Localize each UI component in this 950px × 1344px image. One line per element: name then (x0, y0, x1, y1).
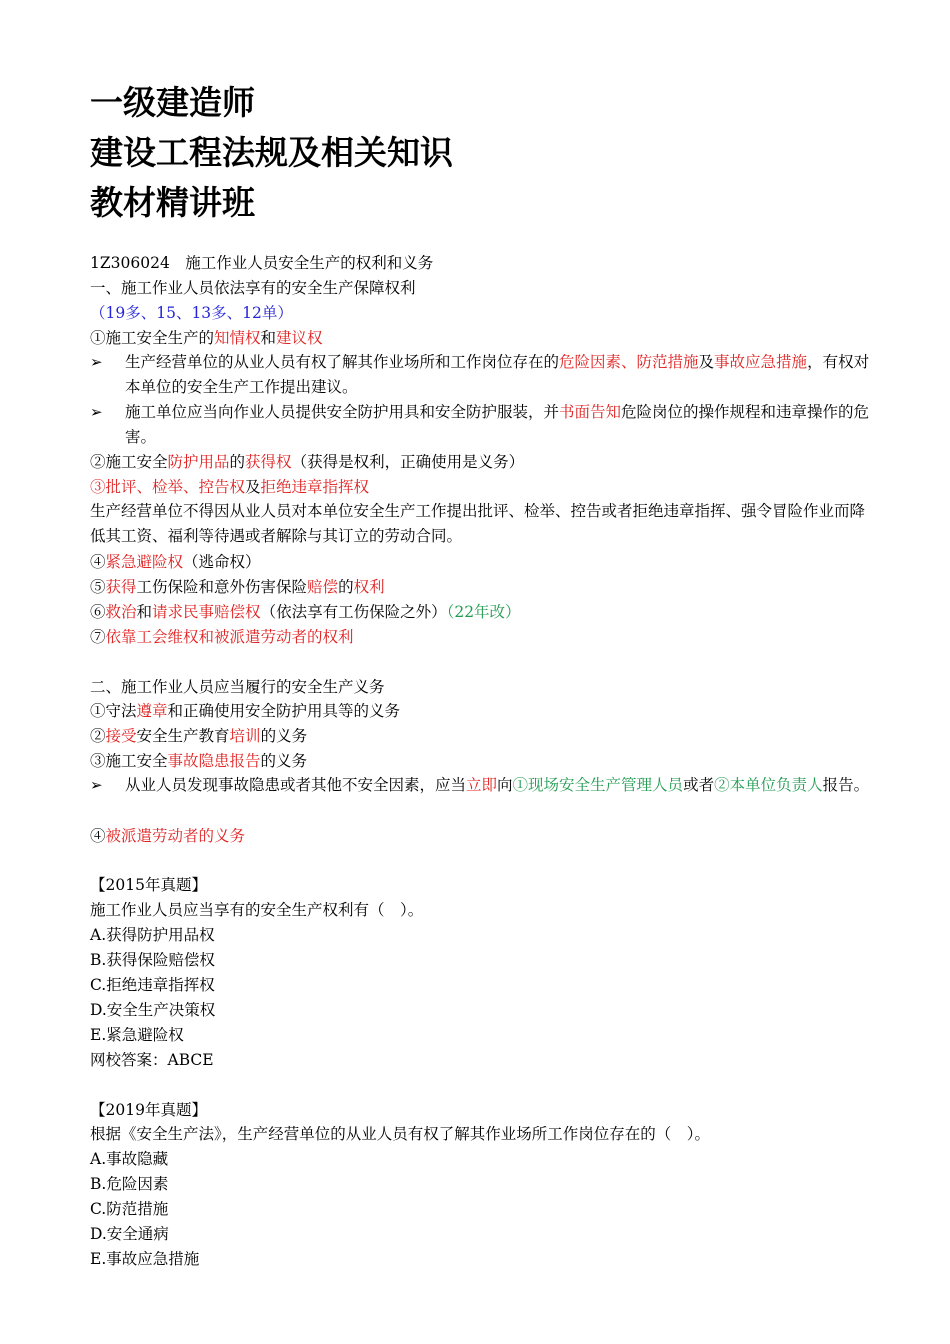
q2019-option-a: A.事故隐藏 (90, 1150, 169, 1168)
q2015-tag: 【2015年真题】 (90, 876, 207, 894)
bullet-paragraph-2: 施工单位应当向作业人员提供安全防护用具和安全防护服装，并书面告知危险岗位的操作规程和违章操作的危害。 (125, 403, 870, 446)
q2019-option-e: E.事故应急措施 (90, 1250, 200, 1268)
duty-item-2: ②接受安全生产教育培训的义务 (90, 727, 308, 745)
q2015-option-a: A.获得防护用品权 (90, 926, 215, 944)
bullet-paragraph-1: 生产经营单位的从业人员有权了解其作业场所和工作岗位存在的危险因素、防范措施及事故应急措施，有权对本单位的安全生产工作提出建议。 (125, 353, 870, 396)
arrow-bullet-icon: ➢ (90, 403, 103, 421)
arrow-bullet-icon: ➢ (90, 353, 103, 371)
right-item-2: ②施工安全防护用品的获得权（获得是权利，正确使用是义务） (90, 453, 525, 471)
right-item-7: ⑦依靠工会维权和被派遣劳动者的权利 (90, 628, 354, 646)
section-heading: 1Z306024 施工作业人员安全生产的权利和义务 (90, 254, 434, 272)
q2019-tag: 【2019年真题】 (90, 1101, 207, 1119)
q2015-answer: 网校答案：ABCE (90, 1051, 214, 1069)
q2015-question: 施工作业人员应当享有的安全生产权利有（ ）。 (90, 901, 424, 919)
right-item-1: ①施工安全生产的知情权和建议权 (90, 329, 323, 347)
duty-item-1: ①守法遵章和正确使用安全防护用具等的义务 (90, 702, 401, 720)
part1-heading: 一、施工作业人员依法享有的安全生产保障权利 (90, 279, 416, 297)
arrow-bullet-icon: ➢ (90, 776, 103, 794)
q2015-option-c: C.拒绝违章指挥权 (90, 976, 215, 994)
right-item-5: ⑤获得工伤保险和意外伤害保险赔偿的权利 (90, 578, 385, 596)
q2019-option-c: C.防范措施 (90, 1200, 169, 1218)
q2019-option-b: B.危险因素 (90, 1175, 169, 1193)
q2015-option-d: D.安全生产决策权 (90, 1001, 216, 1019)
q2015-option-b: B.获得保险赔偿权 (90, 951, 215, 969)
right-item-4: ④紧急避险权（逃命权） (90, 553, 261, 571)
bullet-paragraph-3: 从业人员发现事故隐患或者其他不安全因素，应当立即向①现场安全生产管理人员或者②本单位负责人报告。 (125, 776, 870, 794)
title-line-1: 一级建造师 (90, 83, 255, 122)
title-line-2: 建设工程法规及相关知识 (90, 133, 453, 172)
right-item-6: ⑥救治和请求民事赔偿权（依法享有工伤保险之外）（22年改） (90, 603, 521, 621)
q2015-option-e: E.紧急避险权 (90, 1026, 184, 1044)
duty-item-3: ③施工安全事故隐患报告的义务 (90, 752, 308, 770)
exam-frequency-note: （19多、15、13多、12单） (90, 304, 293, 322)
duty-item-4: ④被派遣劳动者的义务 (90, 827, 246, 845)
title-line-3: 教材精讲班 (90, 183, 255, 222)
right-item-3-explanation: 生产经营单位不得因从业人员对本单位安全生产工作提出批评、检举、控告或者拒绝违章指挥、强令冒险作业而降低其工资、福利等待遇或者解除与其订立的劳动合同。 (90, 502, 866, 545)
q2019-option-d: D.安全通病 (90, 1225, 169, 1243)
right-item-3: ③批评、检举、控告权及拒绝违章指挥权 (90, 478, 370, 496)
part2-heading: 二、施工作业人员应当履行的安全生产义务 (90, 678, 385, 696)
q2019-question: 根据《安全生产法》，生产经营单位的从业人员有权了解其作业场所工作岗位存在的（ ）。 (90, 1125, 711, 1143)
